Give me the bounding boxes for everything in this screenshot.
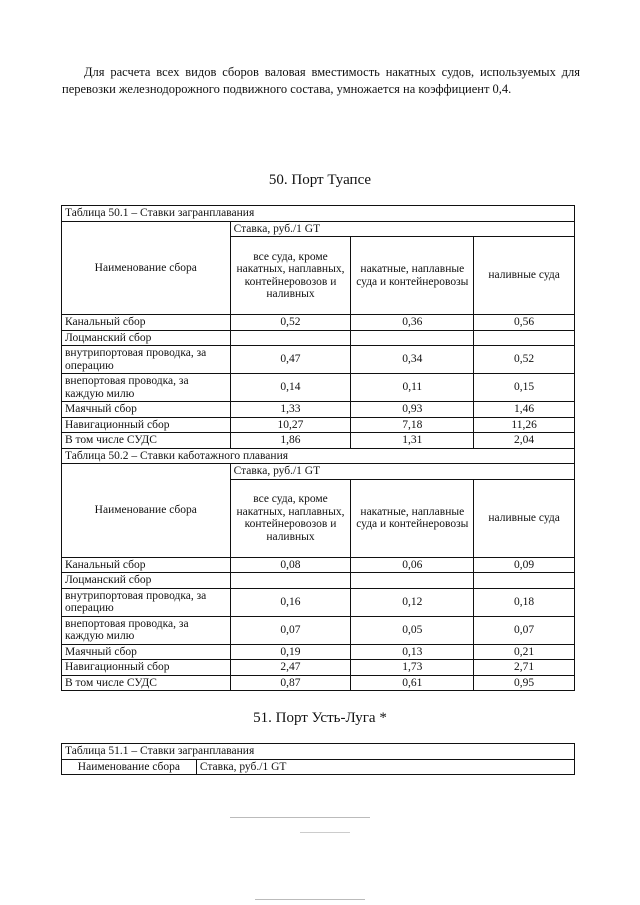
table-row [62,588,575,616]
cell-value: 0,15 [474,374,575,402]
table-row [62,675,575,691]
section-50-title: 50. Порт Туапсе [268,172,372,188]
cell-value: 0,12 [351,588,474,616]
scan-artifact [255,899,365,900]
row-label: В том числе СУДС [62,433,231,449]
cell-value: 0,87 [230,675,351,691]
intro-paragraph: Для расчета всех видов сборов валовая вместимость накатных судов, используемых для перевозки железнодорожного подвижного состава, умножается на коэффициент 0,4. [62,65,580,96]
table-row [62,557,575,573]
section-51-title: 51. Порт Усть-Луга * [253,710,387,726]
table-row [62,417,575,433]
name-column-header: Наименование сбора [62,221,231,315]
cell-value: 2,71 [474,660,575,676]
cell-value: 0,08 [230,557,351,573]
column-header: наливные суда [474,479,575,557]
row-label: Навигационный сбор [62,417,231,433]
table-caption: Таблица 51.1 – Ставки загранплавания [62,744,575,760]
name-column-header: Наименование сбора [62,759,197,775]
column-header: все суда, кроме накатных, наплавных, контейнеровозов и наливных [230,479,351,557]
cell-value: 1,31 [351,433,474,449]
cell-value: 0,36 [351,315,474,331]
column-header: все суда, кроме накатных, наплавных, контейнеровозов и наливных [230,237,351,315]
table-caption: Таблица 50.1 – Ставки загранплавания [62,206,575,222]
cell-value [351,573,474,589]
cell-value: 0,09 [474,557,575,573]
cell-value: 1,33 [230,402,351,418]
rate-header: Ставка, руб./1 GT [230,464,574,480]
cell-value: 0,18 [474,588,575,616]
table-50-1 [61,205,575,691]
table-caption: Таблица 50.2 – Ставки каботажного плавания [62,448,575,464]
cell-value: 7,18 [351,417,474,433]
cell-value: 0,34 [351,346,474,374]
cell-value: 1,73 [351,660,474,676]
row-label: Маячный сбор [62,644,231,660]
table-row [62,616,575,644]
row-label: внутрипортовая проводка, за операцию [62,588,231,616]
cell-value [230,330,351,346]
name-column-header: Наименование сбора [62,464,231,558]
scan-artifact [300,832,350,833]
cell-value: 0,05 [351,616,474,644]
column-header: наливные суда [474,237,575,315]
cell-value: 0,93 [351,402,474,418]
cell-value [230,573,351,589]
table-row [62,402,575,418]
cell-value [351,330,474,346]
cell-value: 0,19 [230,644,351,660]
cell-value: 2,04 [474,433,575,449]
rate-header: Ставка, руб./1 GT [196,759,574,775]
cell-value: 0,52 [230,315,351,331]
cell-value: 0,52 [474,346,575,374]
cell-value: 10,27 [230,417,351,433]
column-header: накатные, наплавные суда и контейнеровозы [351,237,474,315]
cell-value: 0,13 [351,644,474,660]
cell-value: 2,47 [230,660,351,676]
cell-value: 0,14 [230,374,351,402]
table-51-1 [61,743,575,775]
row-label: Навигационный сбор [62,660,231,676]
scan-artifact [230,817,370,818]
cell-value: 0,06 [351,557,474,573]
table-row [62,433,575,449]
cell-value: 0,95 [474,675,575,691]
table-row [62,660,575,676]
row-label: Лоцманский сбор [62,330,231,346]
row-label: внутрипортовая проводка, за операцию [62,346,231,374]
cell-value: 1,86 [230,433,351,449]
cell-value [474,330,575,346]
cell-value: 0,07 [474,616,575,644]
row-label: Канальный сбор [62,557,231,573]
row-label: Маячный сбор [62,402,231,418]
cell-value: 0,16 [230,588,351,616]
cell-value [474,573,575,589]
cell-value: 0,21 [474,644,575,660]
table-row [62,573,575,589]
column-header: накатные, наплавные суда и контейнеровозы [351,479,474,557]
cell-value: 1,46 [474,402,575,418]
table-row [62,330,575,346]
row-label: внепортовая проводка, за каждую милю [62,616,231,644]
cell-value: 0,47 [230,346,351,374]
table-row [62,644,575,660]
table-row [62,346,575,374]
table-row [62,374,575,402]
cell-value: 0,07 [230,616,351,644]
row-label: В том числе СУДС [62,675,231,691]
cell-value: 0,56 [474,315,575,331]
row-label: внепортовая проводка, за каждую милю [62,374,231,402]
cell-value: 0,11 [351,374,474,402]
row-label: Лоцманский сбор [62,573,231,589]
rate-header: Ставка, руб./1 GT [230,221,574,237]
cell-value: 11,26 [474,417,575,433]
cell-value: 0,61 [351,675,474,691]
row-label: Канальный сбор [62,315,231,331]
table-row [62,315,575,331]
